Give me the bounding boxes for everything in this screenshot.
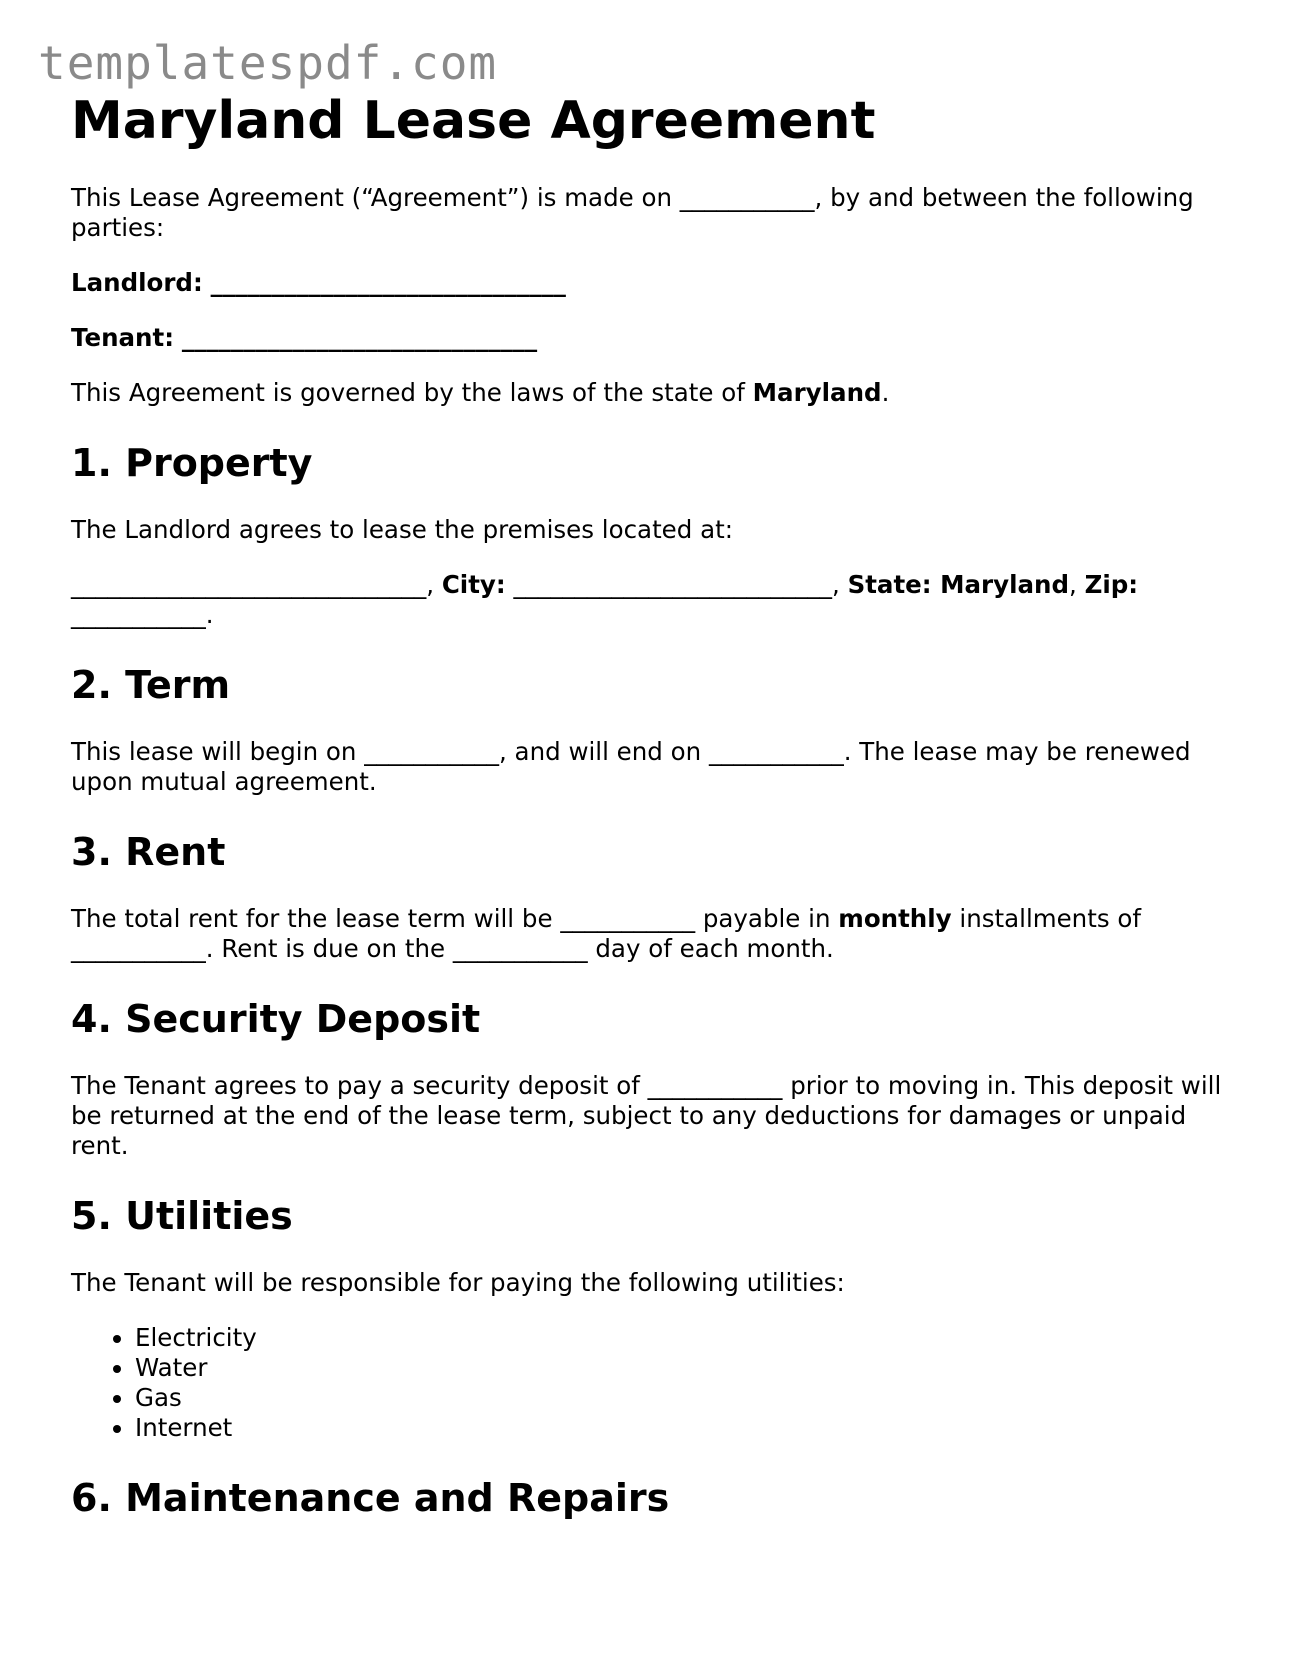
term-text-3: . The lease may be renewed upon mutual agreement. [71, 737, 1191, 796]
intro-text-after: , by and between the following parties: [71, 183, 1194, 242]
document-page [71, 90, 1231, 1520]
state-label: State: Maryland [847, 570, 1069, 599]
section-security-deposit [71, 997, 1231, 1161]
section-heading-property: 1. Property [71, 441, 313, 485]
section-term [71, 663, 1231, 797]
landlord-blank: _____________________________ [210, 268, 566, 297]
zip-blank: ___________ [71, 600, 206, 629]
term-end-blank: ___________ [708, 737, 844, 766]
section-heading-term: 2. Term [71, 663, 231, 707]
section-utilities [71, 1194, 1231, 1443]
list-item: • Internet [135, 1413, 1231, 1443]
governing-state: Maryland [752, 378, 882, 407]
section-property [71, 441, 1231, 630]
rent-paragraph [71, 904, 1231, 964]
tenant-line [71, 323, 1231, 353]
city-label: City: [441, 570, 506, 599]
property-address-line: _____________________________, City: __________________________, State: Maryland, Zip: ___________. [71, 570, 1139, 629]
utilities-lead: The Tenant will be responsible for paying the following utilities: [71, 1268, 845, 1297]
governing-law-paragraph [71, 378, 1231, 408]
section-maintenance [71, 1476, 1231, 1520]
address-blank: _____________________________ [71, 570, 427, 599]
agreement-date-blank: ___________ [679, 183, 815, 212]
section-heading-security-deposit: 4. Security Deposit [71, 997, 481, 1041]
list-item: • Gas [135, 1383, 1231, 1413]
term-start-blank: ___________ [364, 737, 499, 766]
governing-law-end: . [881, 378, 890, 407]
intro-text-before: This Lease Agreement (“Agreement”) is made on [71, 183, 680, 212]
rent-text-3: installments of [951, 904, 1141, 933]
deposit-amount-blank: ___________ [647, 1071, 783, 1100]
list-item: • Electricity [135, 1323, 1231, 1353]
section-rent [71, 830, 1231, 964]
property-lead: The Landlord agrees to lease the premises located at: [71, 515, 733, 544]
deposit-paragraph [71, 1071, 1231, 1161]
section-heading-rent: 3. Rent [71, 830, 226, 874]
term-paragraph [71, 737, 1231, 797]
landlord-label: Landlord: [71, 268, 203, 297]
city-blank: __________________________ [513, 570, 832, 599]
tenant-label: Tenant: [71, 323, 175, 352]
rent-due-day-blank: ___________ [452, 934, 588, 963]
rent-text-2: payable in [695, 904, 839, 933]
term-text-1: This lease will begin on [71, 737, 365, 766]
watermark: templatespdf.com [38, 36, 498, 90]
governing-law-text: This Agreement is governed by the laws of the state of [71, 378, 753, 407]
rent-text-4: . Rent is due on the [205, 934, 453, 963]
landlord-line [71, 268, 1231, 298]
section-heading-utilities: 5. Utilities [71, 1194, 293, 1238]
rent-installment-blank: ___________ [71, 934, 206, 963]
intro-paragraph [71, 183, 1231, 243]
section-heading-maintenance: 6. Maintenance and Repairs [71, 1476, 670, 1520]
zip-label: Zip: [1084, 570, 1139, 599]
deposit-text-1: The Tenant agrees to pay a security deposit of [71, 1071, 648, 1100]
tenant-blank: _____________________________ [181, 323, 538, 352]
term-text-2: , and will end on [498, 737, 709, 766]
rent-frequency: monthly [838, 904, 952, 933]
document-title: Maryland Lease Agreement [71, 91, 876, 151]
deposit-text-2: prior to moving in. This deposit will be returned at the end of the lease term, subject to any deductions for damages or unpaid rent. [71, 1071, 1222, 1160]
rent-text-1: The total rent for the lease term will be [71, 904, 561, 933]
rent-total-blank: ___________ [560, 904, 696, 933]
list-item: • Water [135, 1353, 1231, 1383]
rent-text-5: day of each month. [587, 934, 834, 963]
utilities-list [71, 1323, 1231, 1443]
